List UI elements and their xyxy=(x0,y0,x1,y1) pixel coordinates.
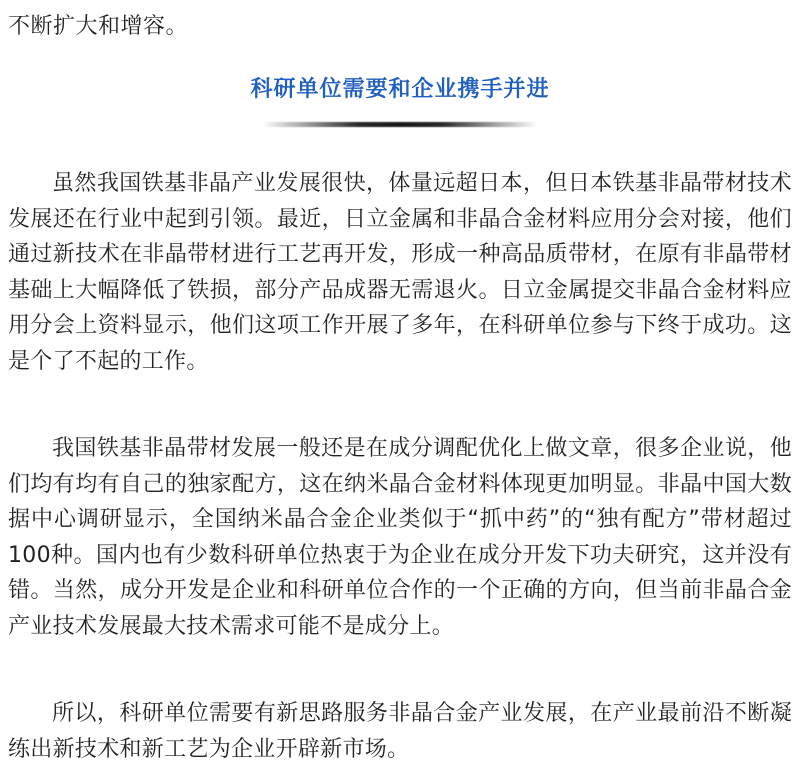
lead-line: 不断扩大和增容。 xyxy=(8,14,189,39)
heading-divider xyxy=(262,122,538,127)
paragraph-3: 所以，科研单位需要有新思路服务非晶合金产业发展，在产业最前沿不断凝练出新技术和新工艺为企业开辟新市场。 xyxy=(8,701,792,762)
section-heading: 科研单位需要和企业携手并进 xyxy=(250,77,550,102)
paragraph-2: 我国铁基非晶带材发展一般还是在成分调配优化上做文章，很多企业说，他们均有均有自己的独家配方，这在纳米晶合金材料体现更加明显。非晶中国大数据中心调研显示，全国纳米晶合金企业类似于“抓中药”的“独有配方”带材超过100种。国内也有少数科研单位热衷于为企业在成分开发下功夫研究，这并没有错。当然，成分开发是企业和科研单位合作的一个正确的方向，但当前非晶合金产业技术发展最大技术需求可能不是成分上。 xyxy=(8,436,792,639)
paragraph-1: 虽然我国铁基非晶产业发展很快，体量远超日本，但日本铁基非晶带材技术发展还在行业中起到引领。最近，日立金属和非晶合金材料应用分会对接，他们通过新技术在非晶带材进行工艺再开发，形成一种高品质带材，在原有非晶带材基础上大幅降低了铁损，部分产品成器无需退火。日立金属提交非晶合金材料应用分会上资料显示，他们这项工作开展了多年，在科研单位参与下终于成功。这是个了不起的工作。 xyxy=(8,171,792,374)
